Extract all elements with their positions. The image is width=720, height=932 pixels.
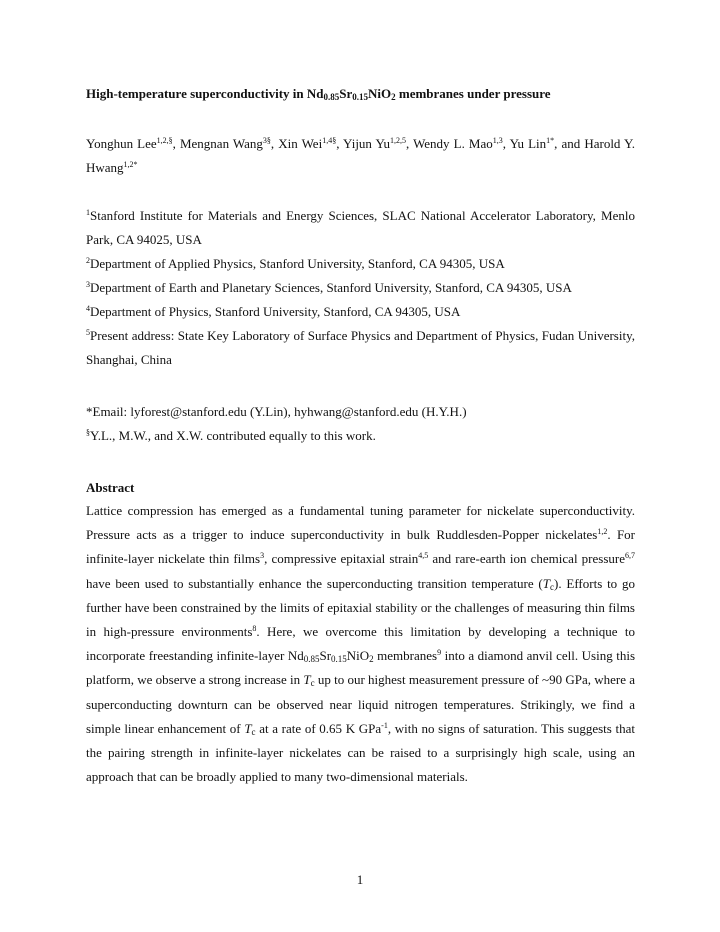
author-affiliation-marker: 1,3	[492, 136, 503, 145]
citation-ref: 1,2	[597, 527, 608, 537]
tc-symbol: T	[542, 575, 550, 591]
affiliation-number: 2	[86, 256, 90, 265]
affiliation-item	[86, 324, 635, 372]
abstract-heading: Abstract	[86, 480, 135, 495]
author-affiliation-marker: 1*	[546, 136, 555, 145]
author-name: Yu Lin	[509, 136, 547, 151]
author-name: Mengnan Wang	[179, 136, 263, 151]
affiliation-text: Department of Physics, Stanford University, Stanford, CA 94305, USA	[90, 304, 461, 319]
tc-symbol: T	[303, 672, 311, 688]
page-number: 1	[356, 872, 364, 887]
title-text: membranes under pressure	[395, 86, 551, 101]
equal-mark: §	[86, 428, 90, 437]
title-subscript: 0.85	[323, 92, 340, 102]
affiliation-text: Present address: State Key Laboratory of Surface Physics and Department of Physics, Fudan University, Shanghai, China	[86, 328, 635, 367]
affiliation-text: Department of Earth and Planetary Sciences, Stanford University, Stanford, CA 94305, USA	[90, 280, 572, 295]
author-affiliation-marker: 1,2,5	[389, 136, 406, 145]
tc-symbol: T	[244, 720, 252, 736]
title-text: High-temperature superconductivity in Nd	[86, 86, 324, 101]
author-affiliation-marker: 3§	[262, 136, 271, 145]
affiliation-text: Department of Applied Physics, Stanford University, Stanford, CA 94305, USA	[90, 256, 505, 271]
author-separator: , and	[554, 136, 585, 151]
author-separator: ,	[405, 136, 414, 151]
author-separator: ,	[172, 136, 180, 151]
corresponding-email: *Email: lyforest@stanford.edu (Y.Lin), hyhwang@stanford.edu (H.Y.H.)	[86, 404, 467, 419]
tc-subscript: c	[310, 678, 315, 689]
unit-exponent: -1	[381, 720, 388, 730]
tc-subscript: c	[251, 726, 256, 737]
affiliation-text: Stanford Institute for Materials and Energy Sciences, SLAC National Accelerator Laboratory, Menlo Park, CA 94025, USA	[86, 208, 635, 247]
title-subscript: 0.15	[352, 92, 368, 102]
author-name: Yonghun Lee	[86, 136, 157, 151]
affiliation-item	[86, 276, 635, 300]
affiliation-number: 3	[86, 280, 90, 289]
abstract-body: Lattice compression has emerged as a fundamental tuning parameter for nickelate superconductivity. Pressure acts as a trigger to induce superconductivity in bulk Ruddlesden-Popper nickelates$^{1,2}$. For infinite-layer nickelate thin films$^3$, compressive epitaxial strain$^{4,5}$ and rare-earth ion chemical pressure$^{6,7}$ have been used to substantially enhance the superconducting transition temperature $(T_c)$. Efforts to go further have been constrained by the limits of epitaxial stability or the challenges of measuring thin films in high-pressure environments$^8$. Here, we overcome this limitation by developing a technique to incorporate freestanding infinite-layer $Nd_{0.85}Sr_{0.15}NiO_2$ membranes$^9$ into a diamond anvil cell. Using this platform, we observe a strong increase in $T_c$ up to our highest measurement pressure of ~90 GPa, where a superconducting downturn can be observed near liquid nitrogen temperatures. Strikingly, we find a simple linear enhancement of $T_c$ at a rate of 0.65 K GPa$^{-1}$, with no signs of saturation. This suggests that the pairing strength in infinite-layer nickelates can be raised to a surprisingly high scale, using an approach that can be broadly applied to many two-dimensional materials.	[86, 503, 636, 785]
author-separator: ,	[502, 136, 510, 151]
author-affiliation-marker: 1,2*	[123, 160, 138, 169]
author-separator: ,	[336, 136, 344, 151]
affiliation-item	[86, 300, 635, 324]
affiliation-item	[86, 252, 635, 276]
affiliation-item	[86, 204, 635, 252]
citation-ref: 3	[260, 551, 265, 561]
contact-info	[86, 400, 635, 448]
paper-title	[86, 85, 635, 103]
author-name: Harold Y. Hwang	[86, 136, 635, 175]
equal-contribution-note	[86, 424, 635, 448]
title-subscript: 2	[391, 92, 396, 102]
equal-text: Y.L., M.W., and X.W. contributed equally to this work.	[90, 428, 376, 443]
author-name: Wendy L. Mao	[413, 136, 493, 151]
affiliation-list	[86, 204, 635, 372]
affiliation-number: 4	[86, 304, 90, 313]
author-list	[86, 132, 635, 180]
citation-ref: 4,5	[418, 551, 429, 561]
tc-subscript: c	[550, 581, 554, 592]
author-affiliation-marker: 1,4§	[322, 136, 337, 145]
author-separator: ,	[270, 136, 279, 151]
author-affiliation-marker: 1,2,§	[156, 136, 173, 145]
affiliation-number: 5	[86, 328, 90, 337]
citation-ref: 8	[252, 624, 257, 634]
title-text: Sr	[339, 86, 353, 101]
citation-ref: 6,7	[625, 551, 635, 561]
author-name: Xin Wei	[278, 136, 323, 151]
author-name: Yijun Yu	[343, 136, 390, 151]
affiliation-number: 1	[86, 208, 90, 217]
title-text: NiO	[368, 86, 392, 101]
citation-ref: 9	[437, 648, 442, 658]
